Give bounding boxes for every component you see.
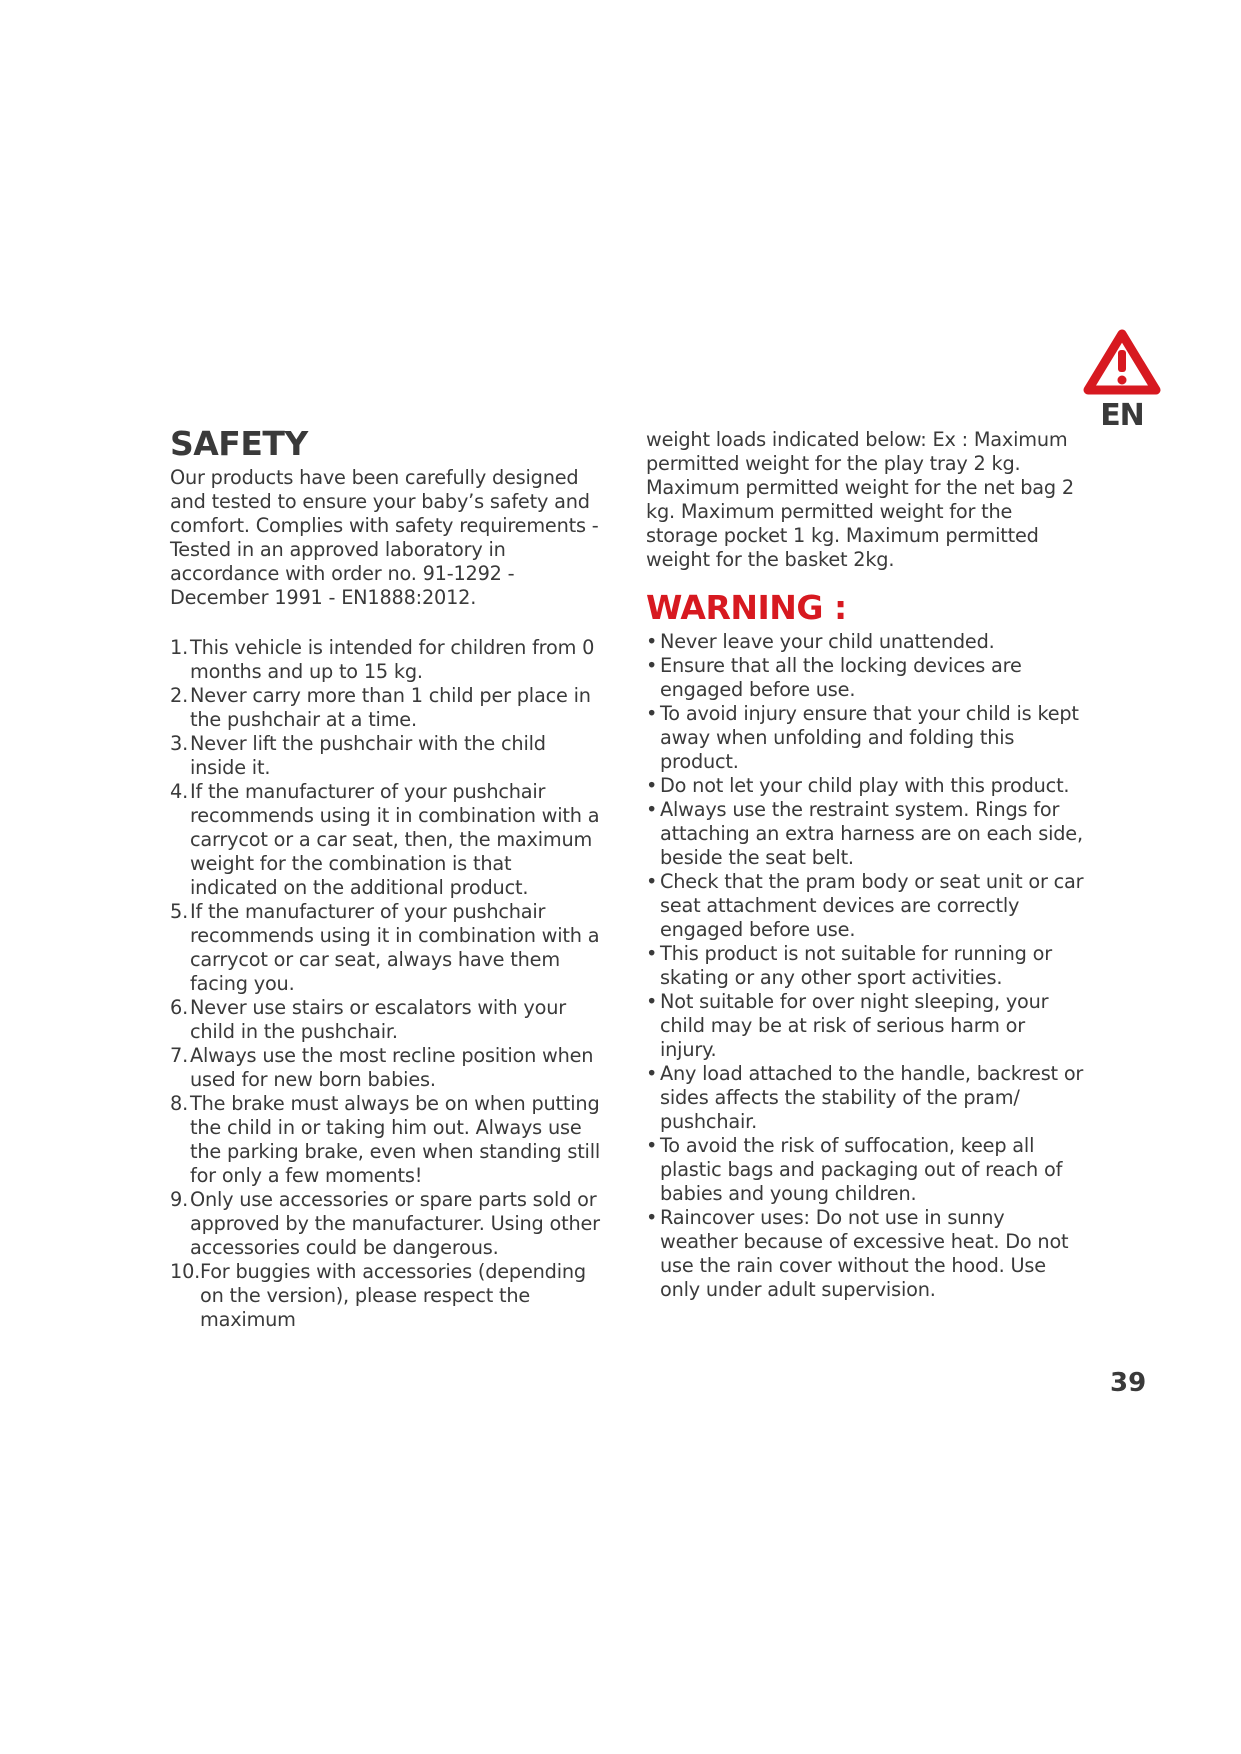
- safety-list-item: [170, 636, 602, 684]
- bullet-icon: •: [646, 702, 658, 725]
- bullet-icon: •: [646, 990, 658, 1013]
- warning-list-item: [646, 870, 1086, 942]
- warning-list-item: [646, 630, 1086, 654]
- right-column: [646, 428, 1086, 1302]
- language-code: EN: [1100, 398, 1144, 433]
- bullet-icon: •: [646, 1206, 658, 1229]
- list-item-text: Never lift the pushchair with the child inside it.: [190, 732, 546, 779]
- list-item-text: For buggies with accessories (depending on the version), please respect the maximum: [200, 1260, 586, 1331]
- list-item-text: To avoid the risk of suffocation, keep all plastic bags and packaging out of reach of babies and young children.: [660, 1134, 1063, 1205]
- safety-list-item: [170, 1044, 602, 1092]
- bullet-icon: •: [646, 798, 658, 821]
- warning-list-item: [646, 654, 1086, 702]
- list-item-number: 3.: [170, 732, 188, 755]
- list-item-text: To avoid injury ensure that your child is kept away when unfolding and folding this product.: [660, 702, 1079, 773]
- warning-list-item: [646, 1134, 1086, 1206]
- list-item-text: This product is not suitable for running or skating or any other sport activities.: [660, 942, 1052, 989]
- warning-list: [646, 630, 1086, 1302]
- list-item-text: The brake must always be on when putting the child in or taking him out. Always use the parking brake, even when standing still for only a few moments!: [190, 1092, 601, 1187]
- list-item-text: This vehicle is intended for children from 0 months and up to 15 kg.: [190, 636, 595, 683]
- list-item-text: Only use accessories or spare parts sold or approved by the manufacturer. Using other accessories could be dangerous.: [190, 1188, 600, 1259]
- warning-list-item: [646, 798, 1086, 870]
- bullet-icon: •: [646, 654, 658, 677]
- safety-heading: SAFETY: [170, 424, 308, 463]
- warning-list-item: [646, 942, 1086, 990]
- list-item-number: 7.: [170, 1044, 188, 1067]
- warning-list-item: [646, 774, 1086, 798]
- list-item-text: Do not let your child play with this product.: [660, 774, 1070, 797]
- safety-list-item: [170, 684, 602, 732]
- list-item-number: 4.: [170, 780, 188, 803]
- list-item-number: 2.: [170, 684, 188, 707]
- safety-list: [170, 636, 602, 1332]
- list-item-number: 10.: [170, 1260, 201, 1283]
- safety-continuation: weight loads indicated below: Ex : Maximum permitted weight for the play tray 2 kg. Maximum permitted weight for the net bag 2 kg. Maximum permitted weight for the storage pocket 1 kg. Maximum permitted weight for the basket 2kg.: [646, 428, 1074, 571]
- safety-list-item: [170, 1092, 602, 1188]
- warning-list-item: [646, 1062, 1086, 1134]
- list-item-text: Always use the restraint system. Rings for attaching an extra harness are on each side, beside the seat belt.: [660, 798, 1083, 869]
- bullet-icon: •: [646, 1062, 658, 1085]
- warning-badge: [1082, 328, 1162, 433]
- safety-list-item: [170, 996, 602, 1044]
- safety-list-item: [170, 1188, 602, 1260]
- list-item-text: Check that the pram body or seat unit or car seat attachment devices are correctly engaged before use.: [660, 870, 1084, 941]
- warning-triangle-icon: [1082, 328, 1162, 396]
- list-item-text: Raincover uses: Do not use in sunny weather because of excessive heat. Do not use the rain cover without the hood. Use only under adult supervision.: [660, 1206, 1069, 1301]
- list-item-text: Never use stairs or escalators with your child in the pushchair.: [190, 996, 566, 1043]
- list-item-text: Ensure that all the locking devices are engaged before use.: [660, 654, 1022, 701]
- list-item-text: Never carry more than 1 child per place in the pushchair at a time.: [190, 684, 591, 731]
- bullet-icon: •: [646, 1134, 658, 1157]
- safety-list-item: [170, 780, 602, 900]
- safety-list-item: [170, 732, 602, 780]
- bullet-icon: •: [646, 942, 658, 965]
- warning-list-item: [646, 1206, 1086, 1302]
- list-item-number: 8.: [170, 1092, 188, 1115]
- list-item-number: 5.: [170, 900, 188, 923]
- list-item-number: 6.: [170, 996, 188, 1019]
- list-item-text: If the manufacturer of your pushchair recommends using it in combination with a carrycot or car seat, always have them facing you.: [190, 900, 600, 995]
- warning-list-item: [646, 990, 1086, 1062]
- list-item-text: Never leave your child unattended.: [660, 630, 995, 653]
- list-item-number: 9.: [170, 1188, 188, 1211]
- list-item-number: 1.: [170, 636, 188, 659]
- page-number: 39: [1110, 1368, 1147, 1398]
- left-column: [170, 424, 602, 1332]
- list-item-text: Any load attached to the handle, backrest or sides affects the stability of the pram/ pushchair.: [660, 1062, 1084, 1133]
- safety-list-item: [170, 1260, 602, 1332]
- list-item-text: Always use the most recline position when used for new born babies.: [190, 1044, 594, 1091]
- warning-heading: WARNING :: [646, 588, 847, 627]
- safety-intro: Our products have been carefully designed and tested to ensure your baby’s safety and comfort. Complies with safety requirements - Tested in an approved laboratory in accordance with order no. 91-1292 - December 1991 - EN1888:2012.: [170, 466, 599, 609]
- list-item-text: If the manufacturer of your pushchair recommends using it in combination with a carrycot or a car seat, then, the maximum weight for the combination is that indicated on the additional product.: [190, 780, 600, 899]
- bullet-icon: •: [646, 630, 658, 653]
- bullet-icon: •: [646, 774, 658, 797]
- bullet-icon: •: [646, 870, 658, 893]
- safety-list-item: [170, 900, 602, 996]
- warning-list-item: [646, 702, 1086, 774]
- list-item-text: Not suitable for over night sleeping, your child may be at risk of serious harm or injury.: [660, 990, 1049, 1061]
